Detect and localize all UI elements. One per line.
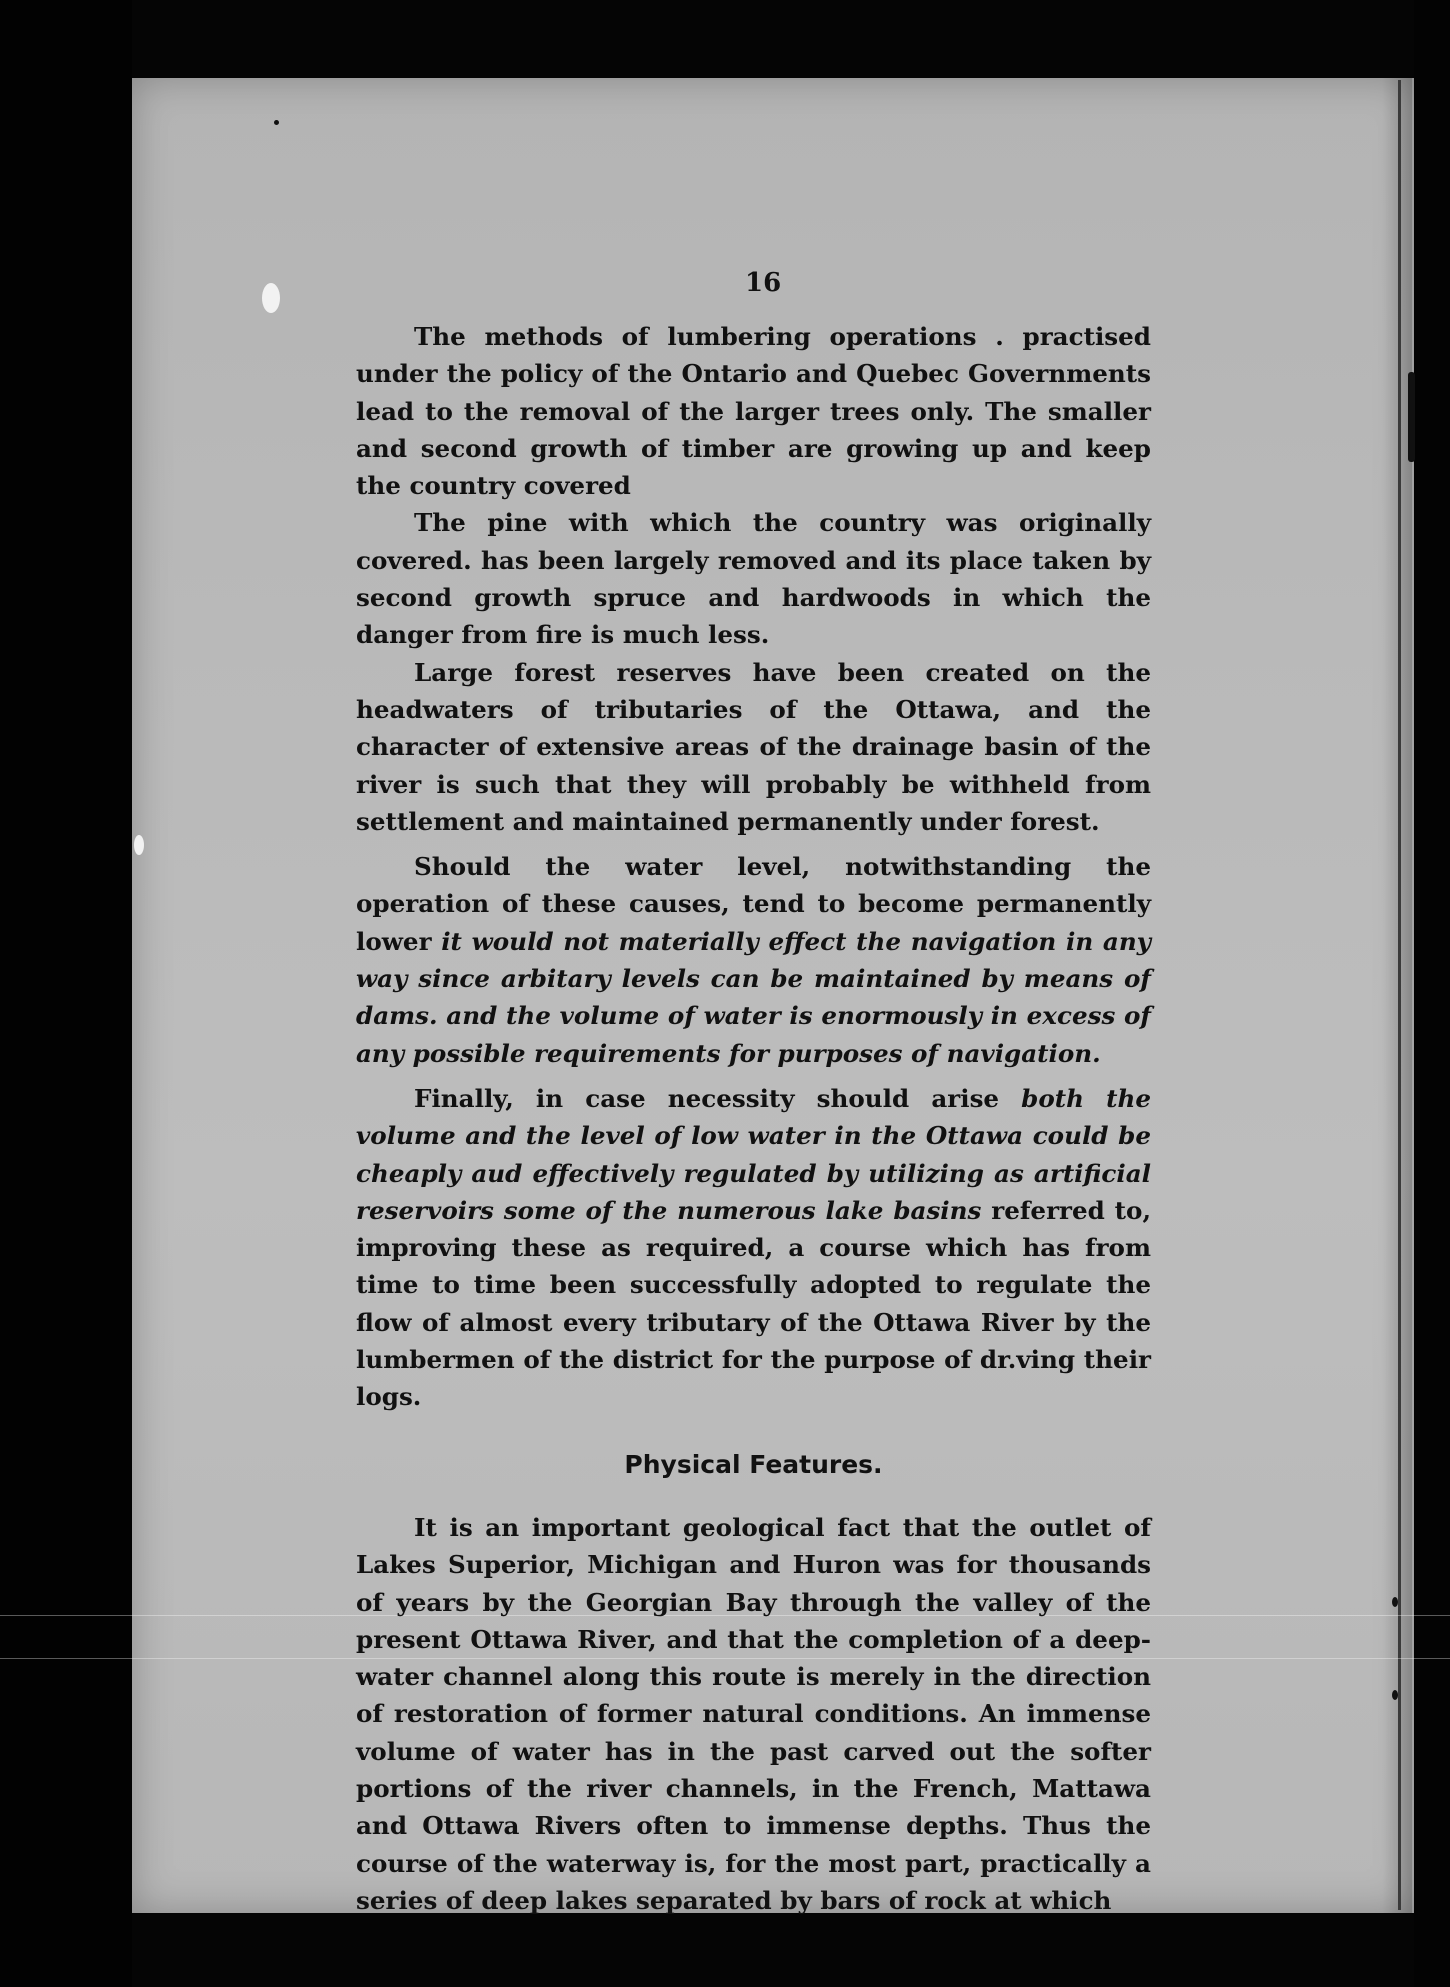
paragraph-italic-text: it would not materially effect the navigation in any way since arbitary levels can be maintained by means of dams. and the volume of water is enormously in excess of any possible requirements for purposes of navigation. xyxy=(356,926,1151,1068)
paragraph-text: Large forest reserves have been created on the headwaters of tributaries of the Ottawa, and the character of extensive areas of the drainage basin of the river is such that they will probably be withheld from settlement and maintained permanently under forest. xyxy=(356,657,1151,836)
paragraph xyxy=(356,1509,1151,1919)
page-fold-shadow xyxy=(1382,78,1412,1913)
paragraph xyxy=(356,848,1151,1072)
paragraph-text: The pine with which the country was originally covered. has been largely removed and its place taken by second growth spruce and hardwoods in which the danger from fire is much less. xyxy=(356,508,1151,650)
paragraph xyxy=(356,504,1151,653)
scan-border-right xyxy=(1414,0,1450,1987)
section-heading: Physical Features. xyxy=(624,1449,883,1479)
paragraph-italic-text: both the volume and the level of low water in the Ottawa could be cheaply aud effectively regulated by utilizing as artificial reservoirs some of the numerous lake basins xyxy=(356,1083,1152,1225)
scan-speck xyxy=(1392,1597,1398,1607)
paragraph xyxy=(356,318,1151,504)
paragraph-text: The methods of lumbering operations . practised under the policy of the Ontario and Quebec Governments lead to the removal of the larger trees only. The smaller and second growth of timber are growing up and keep the country covered xyxy=(356,322,1151,501)
paragraph xyxy=(356,1080,1151,1416)
paragraph-text: Finally, in case necessity should arise xyxy=(414,1083,1022,1113)
paragraph-text: It is an important geological fact that the outlet of Lakes Superior, Michigan and Huron was for thousands of years by the Georgian Bay through the valley of the present Ottawa River, and that the completion of a deep-water channel along this route is merely in the direction of restoration of former natural conditions. An immense volume of water has in the past carved out the softer portions of the river channels, in the French, Mattawa and Ottawa Rivers often to immense depths. Thus the course of the waterway is, for the most part, practically a series of deep lakes separated by bars of rock at which xyxy=(356,1512,1151,1915)
scan-border-left xyxy=(0,0,132,1987)
paragraph-text: Should the water level, notwithstanding the operation of these causes, tend to become permanently lower xyxy=(356,852,1151,956)
paragraph xyxy=(356,654,1151,840)
body-text xyxy=(356,318,1151,1919)
paragraph-text: referred to, improving these as required, a course which has from time to time been successfully adopted to regulate the flow of almost every tributary of the Ottawa River by the lumbermen of the district for the purpose of dr.ving their logs. xyxy=(356,1195,1152,1412)
scan-speck xyxy=(1408,372,1415,462)
scan-speck xyxy=(134,835,144,855)
page-number: 16 xyxy=(745,268,782,298)
scan-speck xyxy=(262,283,280,313)
page-edge-line xyxy=(1398,80,1401,1910)
scan-speck xyxy=(1392,1690,1398,1700)
scan-speck xyxy=(274,120,279,125)
